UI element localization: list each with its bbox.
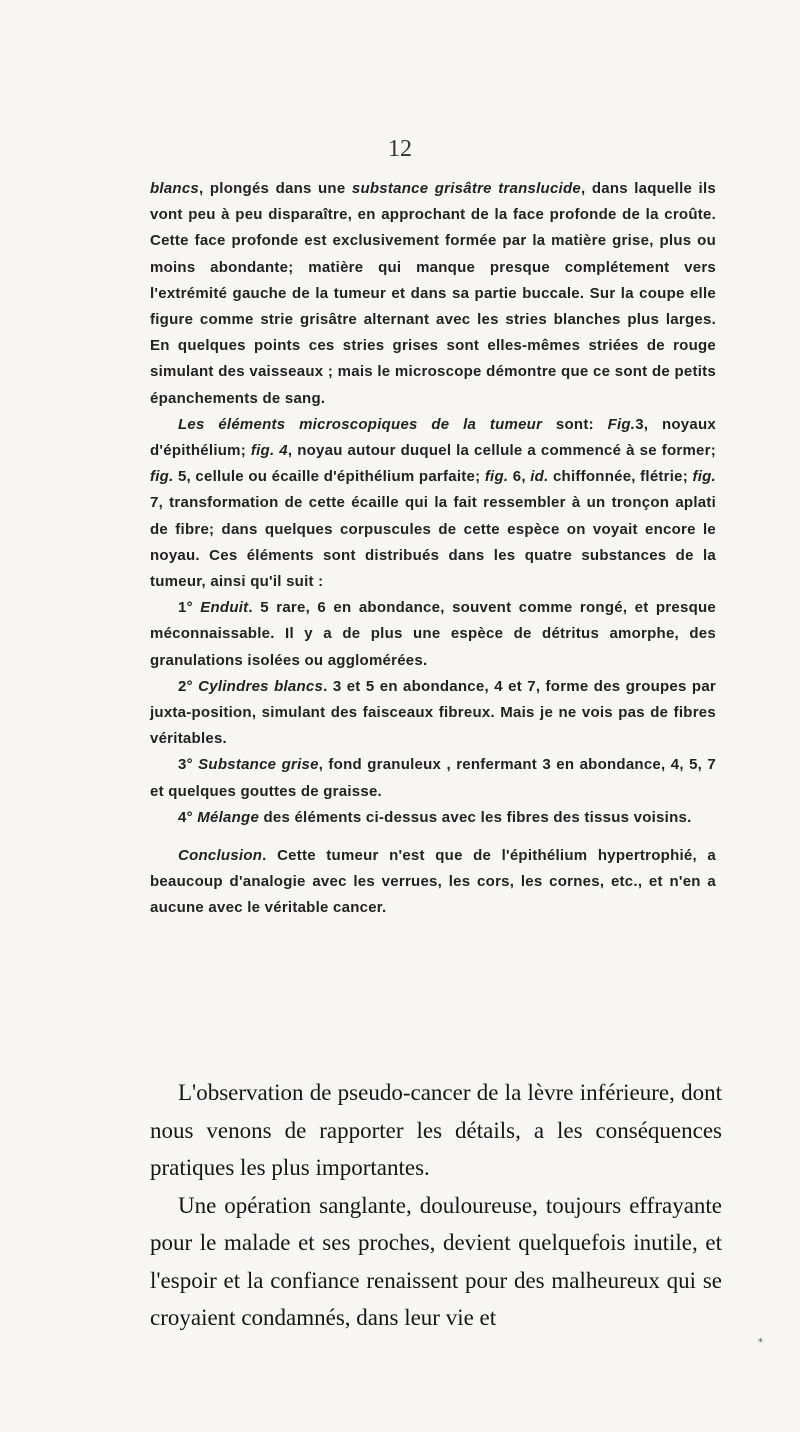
list-item-melange: 4° Mélange des éléments ci-dessus avec les fibres des tissus voisins. [178,808,692,826]
paragraph-operation: Une opération sanglante, douloureuse, toujours effrayante pour le malade et ses proches, devient quelquefois inutile, et l'espoir et la confiance renaissent pour des malheureux qui se croyaient condamnés, dans leur vie et [150,1192,722,1330]
margin-mark: * [758,1337,763,1348]
case-report-text [150,176,716,922]
list-item-cylindres-blancs: 2° Cylindres blancs. 3 et 5 en abondance, 4 et 7, forme des groupes par juxta-position, simulant des faisceaux fibreux. Mais je ne vois pas de fibres véritables. [150,677,717,748]
paragraph-microscopic-elements: Les éléments microscopiques de la tumeur sont: Fig.3, noyaux d'épithélium; fig. 4, noyau autour duquel la cellule a commencé à se former; fig. 5, cellule ou écaille d'épithélium parfaite; fig. 6, id. chiffonnée, flétrie; fig. 7, transformation de cette écaille qui la fait ressembler à un tronçon aplati de fibre; dans quelques corpuscules de cette espèce on voyait encore le noyau. Ces éléments sont distribués dans les quatre substances de la tumeur, ainsi qu'il suit : [150,415,716,591]
list-item-enduit: 1° Enduit. 5 rare, 6 en abondance, souvent comme rongé, et presque méconnaissable. Il y a de plus une espèce de détritus amorphe, des granulations isolées ou agglomérées. [150,599,716,669]
paragraph-observation: L'observation de pseudo-cancer de la lèvre inférieure, dont nous venons de rapporter les détails, a les conséquences pratiques les plus importantes. [150,1080,722,1180]
paragraph-conclusion: Conclusion. Cette tumeur n'est que de l'épithélium hypertrophié, a beaucoup d'analogie avec les verrues, les cors, les cornes, etc., et n'en a aucune avec le véritable cancer. [150,847,716,917]
paragraph-substance-description: blancs, plongés dans une substance grisâtre translucide, dans laquelle ils vont peu à peu disparaître, en approchant de la face profonde de la croûte. Cette face profonde est exclusivement formée par la matière grise, plus ou moins abondante; matière qui manque presque complétement vers l'extrémité gauche de la tumeur et dans sa partie buccale. Sur la coupe elle figure comme strie grisâtre alternant avec les stries blanches plus larges. En quelques points ces stries grises sont elles-mêmes striées de rouge simulant des vaisseaux ; mais le microscope démontre que ce sont de petits épanchements de sang. [150,180,716,407]
page-number: 12 [388,136,412,162]
commentary-text [150,1074,722,1337]
list-item-substance-grise: 3° Substance grise, fond granuleux , renfermant 3 en abondance, 4, 5, 7 et quelques gouttes de graisse. [150,756,716,800]
